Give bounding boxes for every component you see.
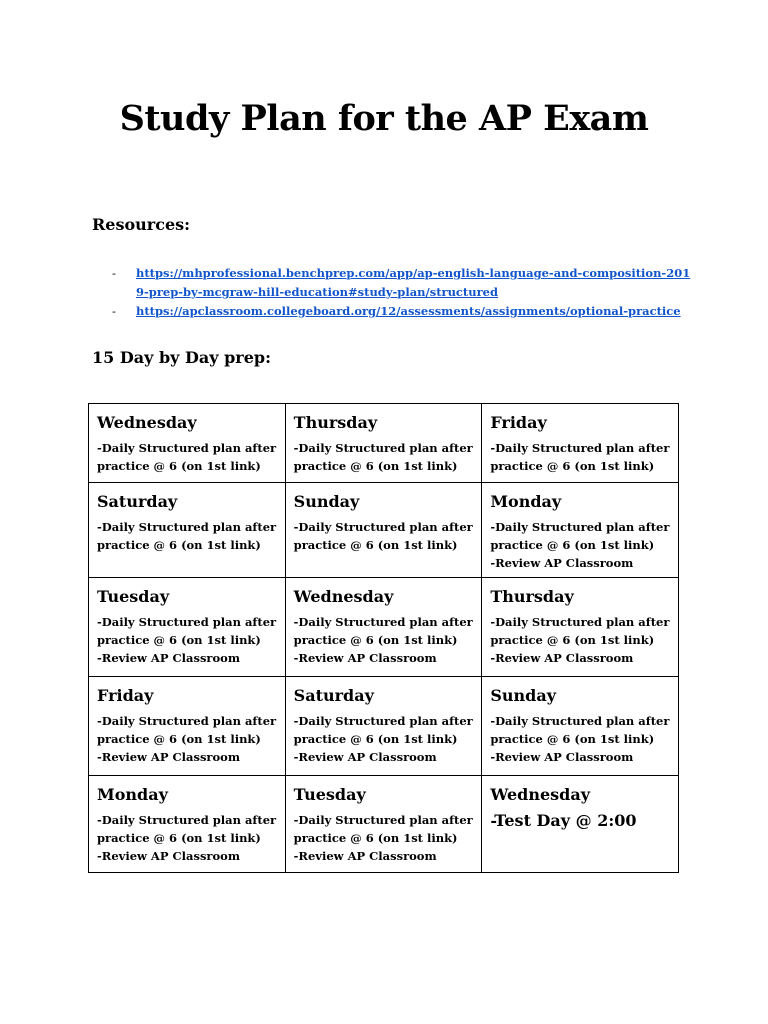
schedule-cell	[482, 578, 679, 677]
schedule-cell	[482, 677, 679, 776]
day-name: Friday	[97, 686, 154, 705]
schedule-cell	[89, 404, 286, 483]
task-line: -Review AP Classroom	[490, 651, 634, 665]
task-line: -Daily Structured plan after practice @ 6 (on 1st link)	[293, 520, 473, 552]
resource-link-list	[92, 264, 692, 321]
schedule-cell	[89, 578, 286, 677]
schedule-cell	[482, 776, 679, 873]
resource-link-item	[92, 264, 692, 302]
day-name: Sunday	[490, 686, 556, 705]
task-line: -Review AP Classroom	[293, 651, 437, 665]
task-line: -Review AP Classroom	[97, 750, 240, 764]
day-name: Wednesday	[293, 587, 394, 606]
task-line: -Daily Structured plan after practice @ 6 (on 1st link)	[490, 441, 670, 473]
schedule-row	[89, 677, 679, 776]
schedule-cell	[89, 677, 286, 776]
schedule-cell	[89, 483, 286, 578]
task-line: -Test Day @ 2:00	[490, 811, 637, 830]
schedule-row	[89, 404, 679, 483]
task-line: -Review AP Classroom	[490, 750, 634, 764]
resources-heading: Resources:	[92, 215, 191, 234]
task-line: -Review AP Classroom	[293, 849, 437, 863]
day-name: Tuesday	[293, 785, 366, 804]
schedule-row	[89, 483, 679, 578]
ap-classroom-link[interactable]: https://apclassroom.collegeboard.org/12/assessments/assignments/optional-practice	[136, 304, 681, 318]
day-name: Wednesday	[490, 785, 591, 804]
schedule-row	[89, 578, 679, 677]
schedule-cell	[482, 404, 679, 483]
task-line: -Daily Structured plan after practice @ 6 (on 1st link)	[97, 813, 277, 845]
schedule-cell	[285, 483, 482, 578]
schedule-cell	[285, 776, 482, 873]
task-line: -Daily Structured plan after practice @ 6 (on 1st link)	[293, 813, 473, 845]
task-line: -Review AP Classroom	[97, 849, 240, 863]
day-name: Saturday	[97, 492, 178, 511]
schedule-cell	[482, 483, 679, 578]
study-schedule-table	[88, 403, 679, 873]
task-line: -Daily Structured plan after practice @ 6 (on 1st link)	[293, 714, 473, 746]
task-line: -Review AP Classroom	[490, 556, 634, 570]
day-name: Friday	[490, 413, 547, 432]
list-bullet: -	[112, 266, 116, 280]
task-line: -Review AP Classroom	[97, 651, 240, 665]
task-line: -Daily Structured plan after practice @ 6 (on 1st link)	[97, 520, 277, 552]
day-name: Wednesday	[97, 413, 197, 432]
task-line: -Daily Structured plan after practice @ 6 (on 1st link)	[97, 441, 277, 473]
day-name: Thursday	[293, 413, 378, 432]
day-name: Monday	[97, 785, 168, 804]
schedule-cell	[285, 677, 482, 776]
task-line: -Daily Structured plan after practice @ 6 (on 1st link)	[490, 520, 670, 552]
day-name: Saturday	[293, 686, 374, 705]
schedule-row	[89, 776, 679, 873]
schedule-cell	[285, 404, 482, 483]
schedule-cell	[285, 578, 482, 677]
task-line: -Daily Structured plan after practice @ 6 (on 1st link)	[490, 714, 670, 746]
day-name: Thursday	[490, 587, 574, 606]
task-line: -Daily Structured plan after practice @ 6 (on 1st link)	[97, 615, 277, 647]
task-line: -Daily Structured plan after practice @ 6 (on 1st link)	[293, 615, 473, 647]
task-line: -Daily Structured plan after practice @ 6 (on 1st link)	[293, 441, 473, 473]
page-title: Study Plan for the AP Exam	[119, 98, 649, 139]
schedule-cell	[89, 776, 286, 873]
task-line: -Review AP Classroom	[293, 750, 437, 764]
resource-link-item	[92, 302, 692, 321]
task-line: -Daily Structured plan after practice @ 6 (on 1st link)	[97, 714, 277, 746]
list-bullet: -	[112, 304, 116, 318]
benchprep-study-plan-link[interactable]: https://mhprofessional.benchprep.com/app/ap-english-language-and-composition-2019-prep-by-mcgraw-hill-education#study-plan/structured	[136, 266, 691, 299]
day-name: Sunday	[293, 492, 360, 511]
prep-heading: 15 Day by Day prep:	[92, 348, 271, 367]
task-line: -Daily Structured plan after practice @ 6 (on 1st link)	[490, 615, 670, 647]
day-name: Monday	[490, 492, 562, 511]
day-name: Tuesday	[97, 587, 170, 606]
